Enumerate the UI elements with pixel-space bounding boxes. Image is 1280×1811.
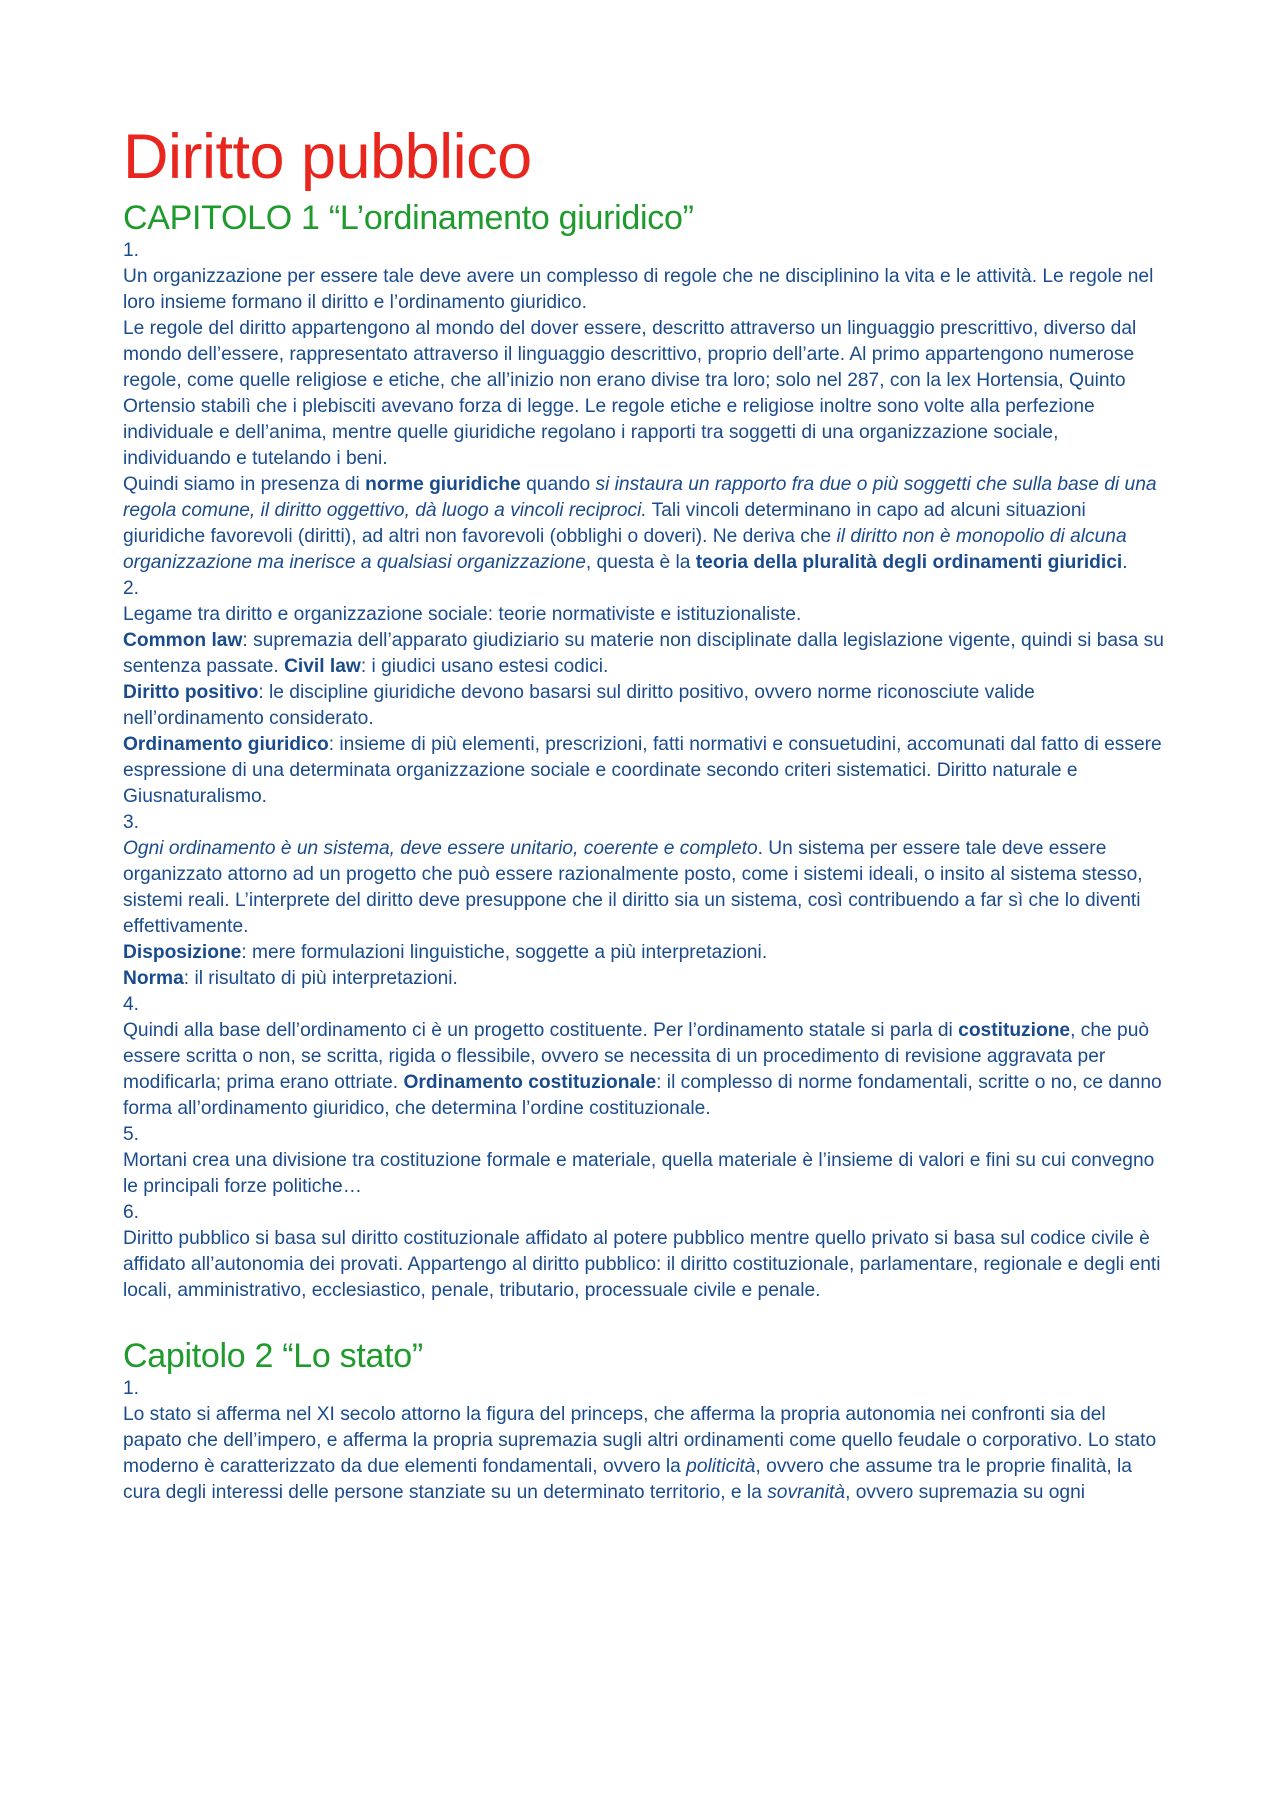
paragraph: Diritto pubblico si basa sul diritto costituzionale affidato al potere pubblico mentre quello privato si basa sul codice civile è affidato all’autonomia dei provati. Appartengo al diritto pubblico: il diritto costituzionale, parlamentare, regionale e degli enti locali, amministrativo, ecclesiastico, penale, tributario, processuale civile e penale. [123, 1228, 1161, 1301]
section-number: 1. [123, 240, 140, 261]
paragraph: Norma: il risultato di più interpretazioni. [123, 968, 458, 989]
paragraph: Quindi siamo in presenza di norme giuridiche quando si instaura un rapporto fra due o più soggetti che sulla base di una regola comune, il diritto oggettivo, dà luogo a vincoli reciproci. Tali vincoli determinano in capo ad alcuni situazioni giuridiche favorevoli (diritti), ad altri non favorevoli (obblighi o doveri). Ne deriva che il diritto non è monopolio di alcuna organizzazione ma inerisce a qualsiasi organizzazione, questa è la teoria della pluralità degli ordinamenti giuridici. [123, 474, 1157, 573]
bold-term: Diritto positivo [123, 682, 259, 703]
paragraph: Un organizzazione per essere tale deve avere un complesso di regole che ne disciplinino la vita e le attività. Le regole nel loro insieme formano il diritto e l’ordinamento giuridico. [123, 266, 1154, 313]
bold-term: Ordinamento costituzionale [403, 1072, 657, 1093]
italic-text: sovranità [767, 1482, 846, 1503]
paragraph: Disposizione: mere formulazioni linguistiche, soggette a più interpretazioni. [123, 942, 768, 963]
paragraph: Legame tra diritto e organizzazione sociale: teorie normativiste e istituzionaliste. [123, 604, 802, 625]
document-title: Diritto pubblico [123, 122, 532, 192]
italic-text: politicità [686, 1456, 756, 1477]
paragraph: Le regole del diritto appartengono al mondo del dover essere, descritto attraverso un linguaggio prescrittivo, diverso dal mondo dell’essere, rappresentato attraverso il linguaggio descrittivo, proprio dell’arte. Al primo appartengono numerose regole, come quelle religiose e etiche, che all’inizio non erano divise tra loro; solo nel 287, con la lex Hortensia, Quinto Ortensio stabilì che i plebisciti avevano forza di legge. Le regole etiche e religiose inoltre sono volte alla perfezione individuale e dell’anima, mentre quelle giuridiche regolano i rapporti tra soggetti di una organizzazione sociale, individuando e tutelando i beni. [123, 318, 1137, 469]
section-number: 1. [123, 1378, 140, 1399]
italic-text: si instaura un rapporto fra due o più soggetti che sulla base di una regola comune, il diritto oggettivo, dà luogo a vincoli reciproci. [123, 474, 1157, 521]
chapter-1-title: CAPITOLO 1 “L’ordinamento giuridico” [123, 199, 694, 237]
bold-term: costituzione [958, 1020, 1071, 1041]
section-number: 4. [123, 994, 140, 1015]
paragraph: Diritto positivo: le discipline giuridiche devono basarsi sul diritto positivo, ovvero norme riconosciute valide nell’ordinamento considerato. [123, 682, 1035, 729]
italic-text: il diritto non è monopolio di alcuna organizzazione ma inerisce a qualsiasi organizzazione [123, 526, 1127, 573]
chapter-2-title: Capitolo 2 “Lo stato” [123, 1337, 423, 1375]
chapter-2-body [123, 1376, 1168, 1506]
section-number: 6. [123, 1202, 140, 1223]
bold-term: Ordinamento giuridico [123, 734, 329, 755]
italic-text: Ogni ordinamento è un sistema, deve essere unitario, coerente e completo [123, 838, 758, 859]
bold-term: Civil law [284, 656, 361, 677]
bold-term: Disposizione [123, 942, 242, 963]
bold-term: Norma [123, 968, 184, 989]
section-number: 3. [123, 812, 140, 833]
paragraph: Quindi alla base dell’ordinamento ci è un progetto costituente. Per l’ordinamento statale si parla di costituzione, che può essere scritta o non, se scritta, rigida o flessibile, ovvero se necessita di un procedimento di revisione aggravata per modificarla; prima erano ottriate. Ordinamento costituzionale: il complesso di norme fondamentali, scritte o no, ce danno forma all’ordinamento giuridico, che determina l’ordine costituzionale. [123, 1020, 1162, 1119]
paragraph: Ogni ordinamento è un sistema, deve essere unitario, coerente e completo. Un sistema per essere tale deve essere organizzato attorno ad un progetto che può essere razionalmente posto, come i sistemi ideali, o insito al sistema stesso, sistemi reali. L’interprete del diritto deve presuppone che il diritto sia un sistema, così contribuendo a far sì che lo diventi effettivamente. [123, 838, 1143, 937]
section-number: 2. [123, 578, 140, 599]
bold-term: norme giuridiche [365, 474, 521, 495]
paragraph: Mortani crea una divisione tra costituzione formale e materiale, quella materiale è l’insieme di valori e fini su cui convegno le principali forze politiche… [123, 1150, 1155, 1197]
paragraph: Lo stato si afferma nel XI secolo attorno la figura del princeps, che afferma la propria autonomia nei confronti sia del papato che dell’impero, e afferma la propria supremazia sugli altri ordinamenti come quello feudale o corporativo. Lo stato moderno è caratterizzato da due elementi fondamentali, ovvero la politicità, ovvero che assume tra le proprie finalità, la cura degli interessi delle persone stanziate su un determinato territorio, e la sovranità, ovvero supremazia su ogni [123, 1404, 1157, 1503]
chapter-1-body [123, 238, 1168, 1304]
paragraph: Common law: supremazia dell’apparato giudiziario su materie non disciplinate dalla legislazione vigente, quindi si basa su sentenza passate. Civil law: i giudici usano estesi codici. [123, 630, 1164, 677]
paragraph: Ordinamento giuridico: insieme di più elementi, prescrizioni, fatti normativi e consuetudini, accomunati dal fatto di essere espressione di una determinata organizzazione sociale e coordinate secondo criteri sistematici. Diritto naturale e Giusnaturalismo. [123, 734, 1162, 807]
bold-term: teoria della pluralità degli ordinamenti giuridici [695, 552, 1123, 573]
document-page [123, 124, 1168, 1506]
bold-term: Common law [123, 630, 243, 651]
section-number: 5. [123, 1124, 140, 1145]
